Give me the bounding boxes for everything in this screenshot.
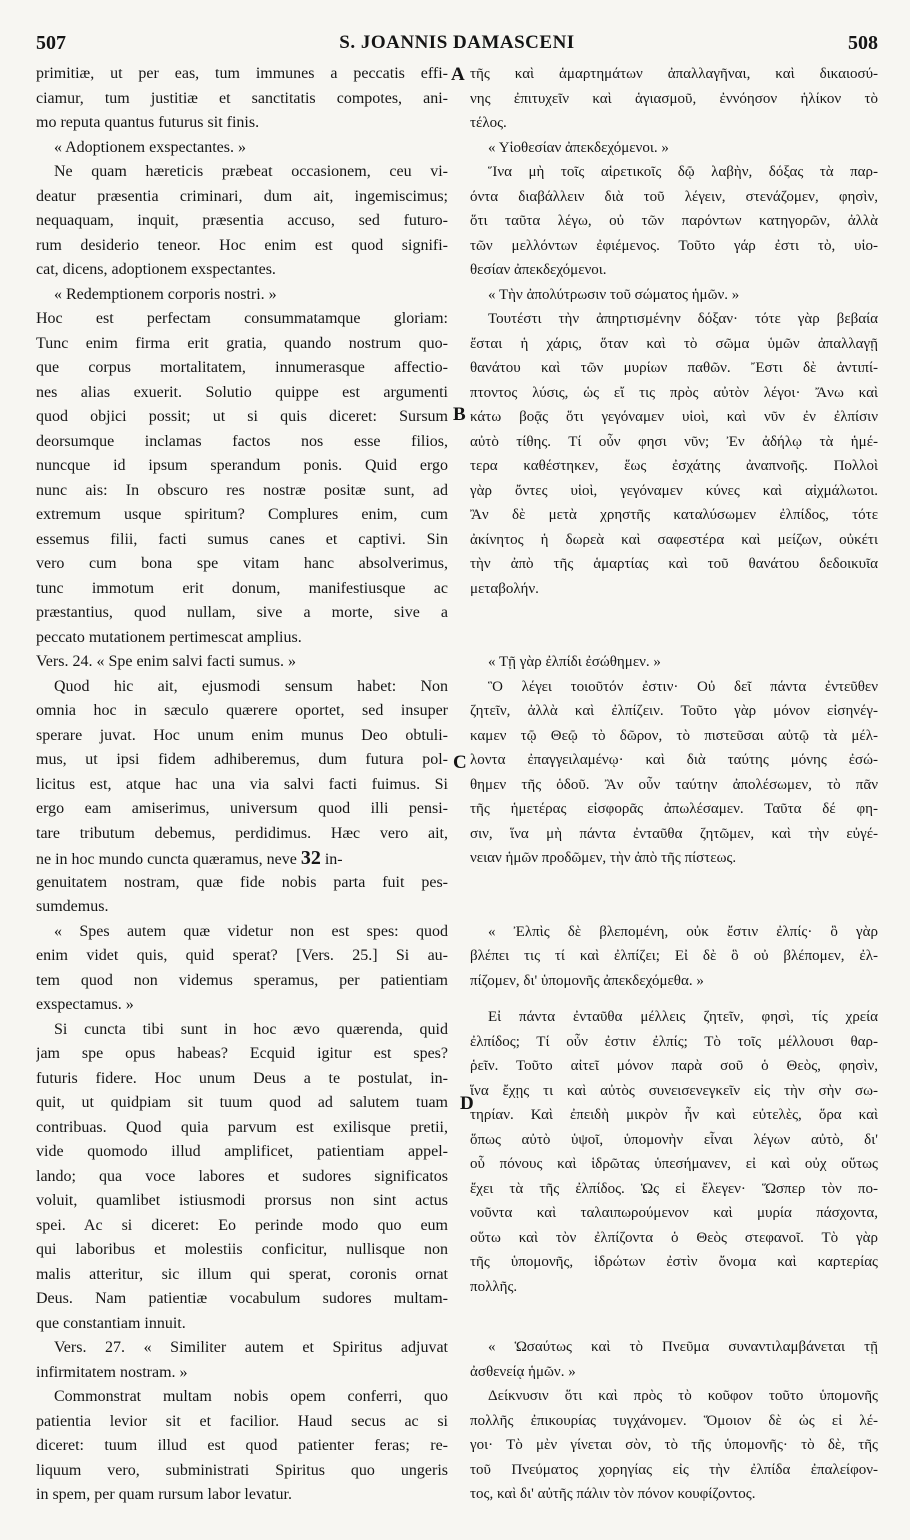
- greek-line: αὐτὸ τίθης. Τί οὖν φησι νῦν; Ἐν ἀδήλῳ τὰ ἡμέ-: [470, 433, 878, 450]
- greek-line: γοι· Τὸ μὲν γίνεται σὸν, τὸ τῆς ὑπομονῆς· τὸ δὲ, τῆς: [470, 1437, 878, 1453]
- greek-line: βλέπει τις τί καὶ ἐλπίζει; Εἰ δὲ ὃ οὐ βλέπομεν, ἐλ-: [470, 948, 878, 964]
- latin-line: præstantius, quod nullam, sive a morte, sive a: [36, 604, 448, 621]
- latin-line: voluit, quamlibet istiusmodi prorsus non sint actus: [36, 1192, 448, 1209]
- latin-line: quit, ut quidpiam sit tuum quod ad salutem tuam: [36, 1094, 448, 1111]
- greek-line: θημεν τῆς ὁδοῦ. Ἂν οὖν ταύτην ἀπολέσωμεν, τὸ πᾶν: [470, 776, 878, 793]
- greek-line: θανάτου καὶ τῶν μυρίων παθῶν. Ἔστι δὲ ἀντιπί-: [470, 360, 878, 376]
- latin-line: vero cum bona spe vitam hanc absolverimus,: [36, 555, 448, 572]
- greek-line: καμεν τῷ Θεῷ τὸ δῶρον, τὸ πιστεῦσαι αὐτῷ τὰ μέλ-: [470, 727, 878, 744]
- latin-line: omnia hoc in sæculo quærere oportet, sed insuper: [36, 702, 448, 719]
- latin-line: vide quomodo illud amplificet, patientiam appel-: [36, 1143, 448, 1160]
- greek-line: μεταβολήν.: [470, 580, 539, 597]
- latin-line: ergo eam amiserimus, universum quod illi pensi-: [36, 800, 448, 817]
- greek-line: ῥεῖν. Τοῦτο αἰτεῖ μόνον παρὰ σοῦ ὁ Θεὸς, φησὶν,: [470, 1058, 878, 1074]
- latin-line: deatur præsentia criminari, dum ait, ingemiscimus;: [36, 187, 448, 205]
- latin-line: enim videt quis, quid sperat? [Vers. 25.] Si au-: [36, 947, 448, 964]
- greek-line: πολλῆς ἐπικουρίας τυγχάνομεν. Ὅμοιον δὲ ὡς εἰ λέ-: [470, 1412, 878, 1429]
- latin-line: mo reputa quantus futurus sit finis.: [36, 114, 260, 131]
- greek-line: σιν, ἵνα μὴ πάντα ἐνταῦθα ζητῶμεν, καὶ τὴν εὐγέ-: [470, 825, 878, 842]
- latin-line: Si cuncta tibi sunt in hoc ævo quærenda, quid: [54, 1020, 448, 1038]
- greek-line: τῶν μελλόντων ἐφιέμενος. Τοῦτο γάρ ἐστι τὸ, υἱο-: [470, 237, 878, 254]
- latin-line: spei. Ac si diceret: Eo perinde modo quo eum: [36, 1216, 448, 1234]
- greek-line: τηρίαν. Καὶ ἐπειδὴ μικρὸν ἦν καὶ εὐτελὲς, ὅρα καὶ: [470, 1107, 878, 1123]
- latin-line: jam spe opus habeas? Ecquid igitur est spes?: [36, 1045, 448, 1062]
- greek-line: Ἂν δὲ μετὰ χρηστῆς καταλύσωμεν ἐλπίδος, τότε: [470, 507, 878, 523]
- greek-line: όντα διαβάλλειν διὰ τοῦ λέγειν, στενάζομεν, φησὶν,: [470, 188, 878, 205]
- greek-lemma: « Υἱοθεσίαν ἀπεκδεχόμενοι. »: [488, 139, 669, 156]
- latin-line: tem quod non videmus speramus, per patientiam: [36, 971, 448, 989]
- latin-line: futuris fidere. Hoc unum Deus a te postulat, in-: [36, 1069, 448, 1087]
- greek-line: Εἰ πάντα ἐνταῦθα μέλλεις ζητεῖν, φησὶ, τίς χρεία: [488, 1009, 878, 1025]
- greek-line: ἐλπίδος; Τί οὖν ἐστιν ἐλπίς; Τὸ τοῖς μέλλουσι θαρ-: [470, 1033, 878, 1050]
- latin-line: mus, ut ipsi fidem adhiberemus, dum futura pol-: [36, 751, 448, 768]
- page-header: [36, 32, 878, 62]
- spacer: [470, 871, 878, 920]
- latin-line: nuncque id ipsum sperandum ponis. Quid ergo: [36, 457, 448, 474]
- running-title: S. JOANNIS DAMASCENI: [339, 32, 575, 53]
- latin-line: quod objici possit; ut si quis diceret: Sursum: [36, 408, 448, 425]
- latin-line: malis atteritur, sic illum qui sperat, coronis ornat: [36, 1265, 448, 1283]
- greek-line: γὰρ ὄντες υἱοὶ, γεγόναμεν κύνες καὶ αἰχμάλωτοι.: [470, 482, 878, 499]
- greek-line: Δείκνυσιν ὅτι καὶ πρὸς τὸ κοῦφον τοῦτο ὑπομονῆς: [488, 1388, 878, 1404]
- greek-lemma: « Ἐλπὶς δὲ βλεπομένη, οὐκ ἔστιν ἐλπίς· ὃ γὰρ: [488, 923, 878, 940]
- latin-lemma: « Adoptionem exspectantes. »: [54, 138, 246, 156]
- latin-line: primitiæ, ut per eas, tum immunes a peccatis effi-: [36, 65, 448, 82]
- greek-line: πολλῆς.: [470, 1278, 518, 1295]
- margin-marker-d: D: [460, 1093, 474, 1114]
- latin-line: qui laboribus et molestiis conficitur, nullisque non: [36, 1241, 448, 1258]
- greek-lemma: « Τὴν ἀπολύτρωσιν τοῦ σώματος ἡμῶν. »: [488, 286, 740, 303]
- greek-lemma: « Τῇ γὰρ ἐλπίδι ἐσώθημεν. »: [488, 654, 661, 670]
- latin-column: [36, 62, 448, 1508]
- latin-line: liquum vero, subministrati Spiritus quo ungeris: [36, 1461, 448, 1479]
- latin-line: diceret: tuum illud est quod patienter feras; re-: [36, 1437, 448, 1454]
- latin-line: extremum usque spiritum? Complures enim, cum: [36, 506, 448, 523]
- greek-line: Τουτέστι τὴν ἀπηρτισμένην δόξαν· τότε γὰρ βεβαία: [488, 311, 878, 327]
- margin-marker-b: B: [453, 404, 466, 425]
- latin-line: cat, dicens, adoptionem exspectantes.: [36, 261, 276, 278]
- greek-line: ὅτι ταῦτα λέγω, οὐ τῶν παρόντων κατηγορῶν, ἀλλὰ: [470, 213, 878, 229]
- latin-line: Ne quam hæreticis præbeat occasionem, ceu vi-: [54, 163, 448, 180]
- latin-line: genuitatem nostram, quæ fide nobis parta fuit pes-: [36, 873, 448, 891]
- latin-line: rum desiderio teneor. Hoc enim est quod signifi-: [36, 236, 448, 254]
- latin-line: nes alias exuerit. Solutio quippe est argumenti: [36, 383, 448, 401]
- greek-line: Ἵνα μὴ τοῖς αἱρετικοῖς δῷ λαβὴν, δόξας τὰ παρ-: [488, 164, 878, 180]
- margin-marker-a: A: [451, 64, 465, 85]
- latin-line: Commonstrat multam nobis opem conferri, quo: [54, 1388, 448, 1405]
- latin-lemma: « Spes autem quæ videtur non est spes: quod: [54, 922, 448, 940]
- greek-line: οὕτω καὶ τὸν ἐλπίζοντα ὁ Θεὸς στεφανοῖ. Τὸ γὰρ: [470, 1229, 878, 1246]
- latin-line-text: ne in hoc mundo cuncta quæramus, neve: [36, 851, 297, 868]
- greek-line: πίζομεν, δι' ὑπομονῆς ἀπεκδεχόμεθα. »: [470, 972, 704, 989]
- latin-line: patientia levior sit et facilior. Haud secus ac si: [36, 1412, 448, 1430]
- latin-line: Deus. Nam patientiæ vocabulum sudores multam-: [36, 1290, 448, 1307]
- latin-line: nequaquam, inquit, præsentia accuso, sed futuro-: [36, 212, 448, 229]
- greek-line: λοντα ἐπαγγειλαμένῳ· καὶ διὰ ταύτης μόνης ἐσώ-: [470, 752, 878, 768]
- latin-line: infirmitatem nostram. »: [36, 1363, 188, 1381]
- greek-line: ἔσται ἡ χάρις, ὅταν καὶ τὸ σῶμα ὑμῶν ἀπαλλαγῇ: [470, 335, 878, 352]
- latin-line: peccato mutationem pertimescat amplius.: [36, 628, 302, 646]
- greek-line: τῆς καὶ ἁμαρτημάτων ἀπαλλαγῆναι, καὶ δικαιοσύ-: [470, 66, 878, 82]
- latin-line: essemus filii, facti sumus canes et captivi. Sin: [36, 530, 448, 548]
- latin-line: in spem, per quam rursum labor levatur.: [36, 1486, 292, 1503]
- greek-line: τοῦ Πνεύματος χορηγίας εἰς τὴν ἐλπίδα ἐπαλείφον-: [470, 1461, 878, 1478]
- latin-line: sperare juvat. Hoc unum enim munus Deo obtuli-: [36, 726, 448, 744]
- greek-line: τῆς ὑπομονῆς, ἱδρώτων ἐστὶν ὄνομα καὶ καρτερίας: [470, 1254, 878, 1270]
- latin-line: Tunc enim firma erit gratia, quando nostrum quo-: [36, 334, 448, 352]
- greek-line: τερα καθέστηκεν, ἕως ἐσχάτης ἀναπνοῆς. Πολλοὶ: [470, 458, 878, 474]
- latin-line-text: in-: [324, 851, 343, 868]
- greek-line: ἀσθενείᾳ ἡμῶν. »: [470, 1363, 576, 1380]
- page-number-left: 507: [36, 32, 66, 54]
- greek-line: τὴν ἀπὸ τῆς ἁμαρτίας καὶ τοῦ θανάτου δεδοικυῖα: [470, 556, 878, 572]
- greek-line: νειαν ἡμῶν προδῶμεν, τὴν ἀπὸ τῆς πίστεως.: [470, 850, 737, 866]
- greek-line: ὅπως αὐτὸ ὑψοῖ, ὑπομονὴν εἶναι λέγων αὐτὸ, δι': [470, 1131, 878, 1148]
- latin-line: ciamur, tum justitiæ et sanctitatis compotes, ani-: [36, 89, 448, 107]
- page-number-right: 508: [848, 32, 878, 54]
- greek-column: [470, 62, 878, 1507]
- greek-line: τέλος.: [470, 115, 507, 131]
- latin-line: tunc immotum erit donum, manifestiusque ac: [36, 579, 448, 597]
- greek-line: πτοντος λύσις, ὡς εἴ τις πρὸς αὐτὸν λέγοι· Ἄνω καὶ: [470, 384, 878, 401]
- latin-line: Hoc est perfectam consummatamque gloriam:: [36, 310, 448, 327]
- spacer: [470, 993, 878, 1005]
- greek-line: Ὃ λέγει τοιοῦτόν ἐστιν· Οὐ δεῖ πάντα ἐντεῦθεν: [488, 678, 878, 695]
- greek-line: ζητεῖν, ἀλλὰ καὶ ἐλπίζειν. Τοῦτο γὰρ μόνον εἰσηνέγ-: [470, 703, 878, 719]
- column-number-marker: 32: [300, 847, 321, 869]
- latin-line: [36, 846, 448, 871]
- greek-lemma: « Ὡσαύτως καὶ τὸ Πνεῦμα συναντιλαμβάνεται τῇ: [488, 1339, 878, 1355]
- latin-line: exspectamus. »: [36, 996, 134, 1013]
- latin-verse-heading: Vers. 24. « Spe enim salvi facti sumus. »: [36, 653, 296, 670]
- latin-line: que corpus mortalitatem, innumerasque affectio-: [36, 359, 448, 376]
- latin-line: Quod hic ait, ejusmodi sensum habet: Non: [54, 677, 448, 695]
- greek-line: ἔχει τὰ τῆς ἐλπίδος. Ὡς εἰ ἔλεγεν· Ὥσπερ τὸν πο-: [470, 1180, 878, 1197]
- latin-verse-heading: Vers. 27. « Similiter autem et Spiritus adjuvat: [54, 1339, 448, 1356]
- spacer: [470, 1299, 878, 1335]
- latin-line: licitus est, atque hac una via salvi facti fuimus. Si: [36, 775, 448, 793]
- latin-line: lando; qua voce labores et sudores significatos: [36, 1167, 448, 1185]
- latin-line: deorsumque inclamas factos nos esse filios,: [36, 432, 448, 450]
- greek-line: κάτω βοᾷς ὅτι γεγόναμεν υἱοὶ, καὶ νῦν ἐν ἐλπίσιν: [470, 409, 878, 425]
- greek-line: τῆς ἡμετέρας εἰσφορᾶς ἀπωλέσαμεν. Ταῦτα δέ φη-: [470, 801, 878, 817]
- greek-line: νης ἐπιτυχεῖν καὶ ἁγιασμοῦ, ἐννόησον ἡλίκον τὸ: [470, 90, 878, 107]
- greek-line: οὗ πόνους καὶ ἱδρῶτας ὑπεσήμανεν, εἰ καὶ οὐχ οὕτως: [470, 1156, 878, 1172]
- margin-marker-c: C: [453, 752, 467, 773]
- spacer: [470, 601, 878, 650]
- latin-line: contribuas. Quod quia parvum est exilisque pretii,: [36, 1118, 448, 1136]
- latin-line: nunc ais: In obscuro res nostræ positæ sunt, ad: [36, 481, 448, 499]
- latin-line: sumdemus.: [36, 898, 109, 915]
- latin-line: tare tributum debemus, perdidimus. Hæc vero ait,: [36, 824, 448, 842]
- greek-line: νοῦντα καὶ ταλαιπωρούμενον καὶ μυρία πάσχοντα,: [470, 1205, 878, 1221]
- greek-line: τος, καὶ δι' αὐτῆς πάλιν τὸν πόνον κουφίζοντος.: [470, 1486, 756, 1502]
- latin-line: que constantiam innuit.: [36, 1314, 186, 1332]
- greek-line: ἵνα ἔχῃς τι καὶ αὐτὸς συνεισενεγκεῖν εἰς τὴν σὴν σω-: [470, 1082, 878, 1099]
- latin-lemma: « Redemptionem corporis nostri. »: [54, 285, 277, 303]
- greek-line: θεσίαν ἀπεκδεχόμενοι.: [470, 262, 607, 278]
- greek-line: ἀκίνητος ἡ δωρεὰ καὶ σαφεστέρα καὶ μείζων, οὐκέτι: [470, 531, 878, 548]
